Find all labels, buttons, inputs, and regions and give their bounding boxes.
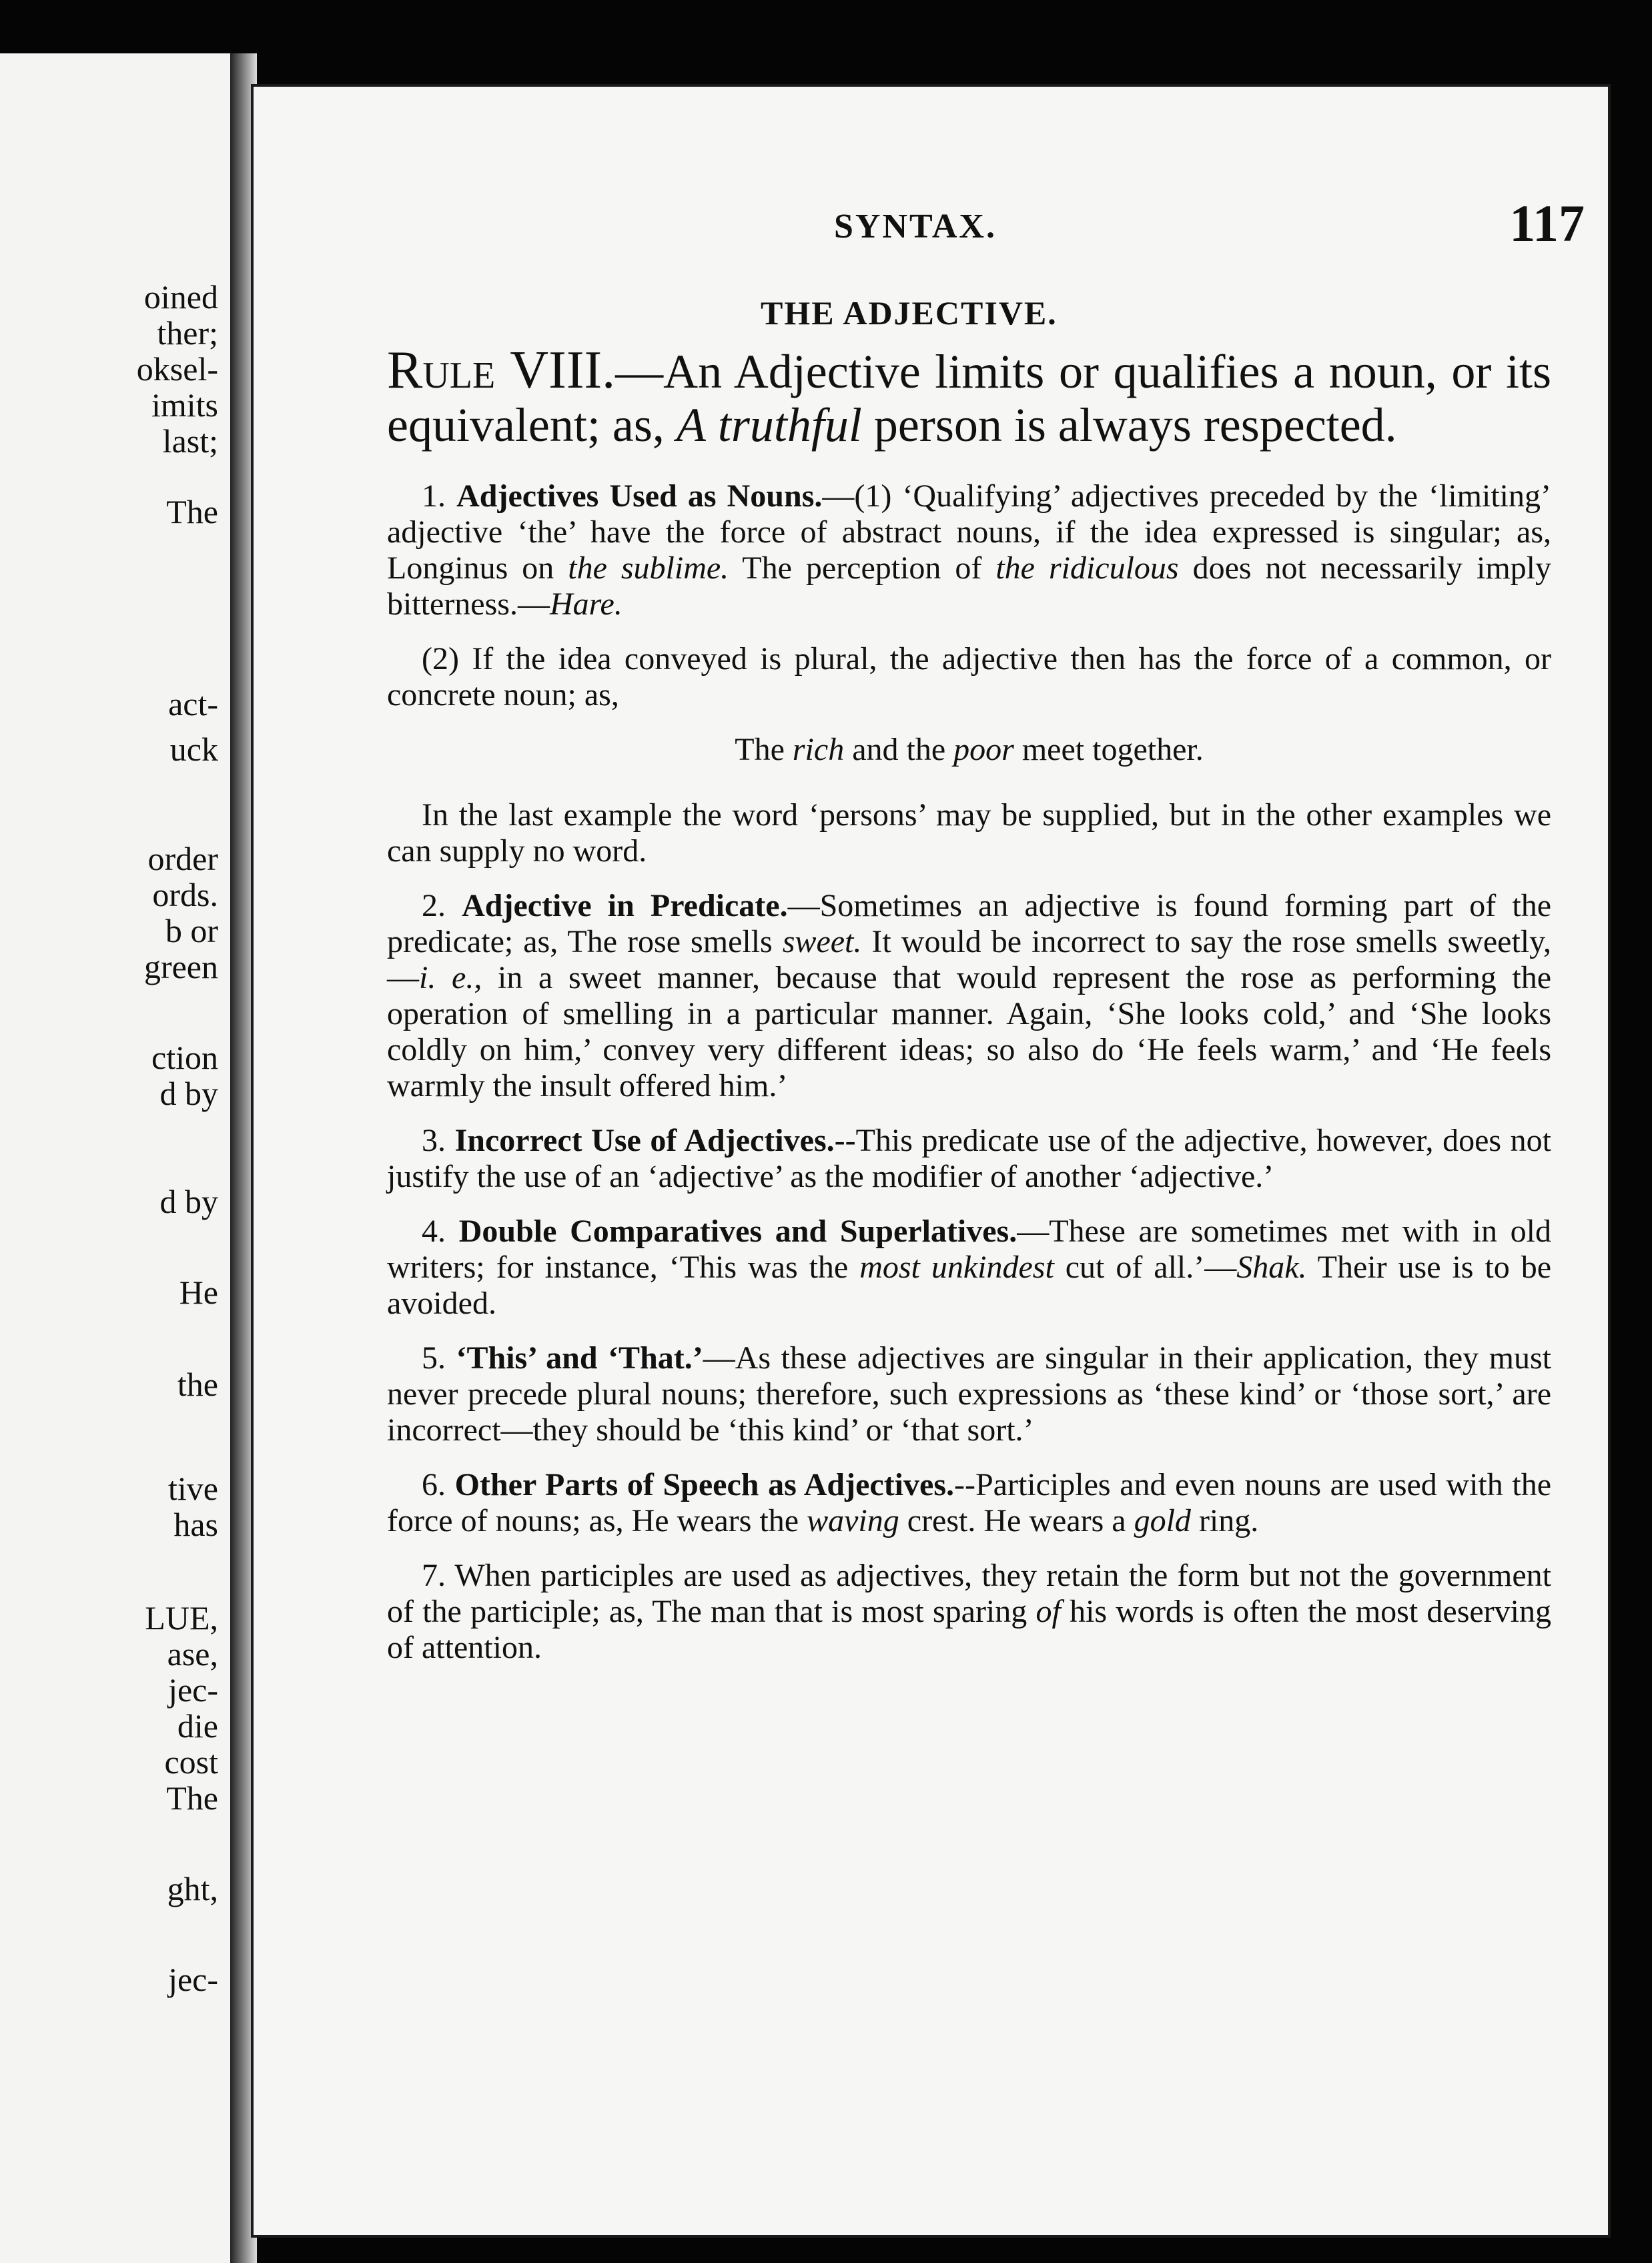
left-page-text-fragment: d by bbox=[159, 1075, 218, 1112]
left-page-text-fragment: imits bbox=[151, 386, 218, 424]
section-number: 4. bbox=[422, 1214, 446, 1249]
left-page-text-fragment: the bbox=[177, 1366, 218, 1403]
paragraph-text: Their use is to be avoided. bbox=[387, 1250, 1552, 1321]
left-page-text-fragment: has bbox=[173, 1506, 218, 1543]
italic-text: most unkindest bbox=[859, 1250, 1054, 1285]
left-page-text-fragment: last; bbox=[162, 422, 218, 460]
left-page-text-fragment: ords. bbox=[152, 876, 218, 913]
left-page-text-fragment: ght, bbox=[167, 1870, 218, 1907]
rule-example-a: A bbox=[676, 398, 706, 452]
section-heading: Other Parts of Speech as Adjectives. bbox=[454, 1467, 954, 1502]
section-number: 2. bbox=[422, 888, 446, 923]
italic-text: of bbox=[1036, 1594, 1061, 1629]
paragraph-3 bbox=[387, 1123, 1551, 1195]
left-page-text-fragment: die bbox=[177, 1707, 218, 1745]
section-number: 1. bbox=[422, 478, 446, 514]
paragraph-text: —Sometimes an adjective is found forming part of the predicate; as, The rose smells bbox=[387, 888, 1552, 959]
rule-text-after: person is always respected. bbox=[861, 398, 1397, 452]
italic-text: Hare. bbox=[549, 586, 623, 622]
paragraph-text: When participles are used as adjectives, they retain the form but not the government of the participle; as, The man that is most sparing bbox=[387, 1558, 1551, 1629]
left-page-text-fragment: LUE, bbox=[145, 1599, 218, 1637]
paragraph-text: It would be incorrect to say the rose smells sweetly,— bbox=[387, 924, 1551, 995]
paragraph-text: The perception of bbox=[729, 550, 996, 586]
page-content bbox=[387, 341, 1552, 1685]
section-heading: ‘This’ and ‘That.’ bbox=[456, 1340, 703, 1376]
paragraph-text: --Participles and even nouns are used with the force of nouns; as, He wears the bbox=[387, 1467, 1552, 1538]
left-page-text-fragment: ction bbox=[151, 1039, 218, 1076]
left-page-text-fragment: oksel- bbox=[136, 350, 218, 388]
left-page-text-fragment: oined bbox=[143, 278, 218, 316]
rule-label: Rule VIII. bbox=[387, 341, 616, 400]
section-heading: Adjectives Used as Nouns. bbox=[456, 478, 823, 514]
paragraph-text: ring. bbox=[1190, 1503, 1259, 1538]
section-heading: Double Comparatives and Superlatives. bbox=[458, 1214, 1017, 1249]
left-page-fragment bbox=[0, 53, 233, 2263]
italic-text: sweet. bbox=[782, 924, 862, 959]
left-page-text-fragment: jec- bbox=[168, 1961, 218, 1998]
book-gutter bbox=[230, 53, 257, 2263]
paragraph-4 bbox=[387, 1214, 1551, 1322]
left-page-text-fragment: b or bbox=[165, 912, 218, 949]
paragraph-text: does not necessarily imply bitterness.— bbox=[387, 550, 1552, 622]
paragraph-1-3: In the last example the word ‘persons’ may be supplied, but in the other examples we can supply no word. bbox=[387, 797, 1551, 869]
italic-text: the ridiculous bbox=[995, 550, 1179, 586]
running-head: SYNTAX. bbox=[834, 207, 997, 246]
left-page-text-fragment: He bbox=[179, 1274, 218, 1311]
italic-text: the sublime. bbox=[568, 550, 729, 586]
left-page-text-fragment: green bbox=[143, 948, 218, 985]
paragraph-2 bbox=[387, 888, 1551, 1104]
paragraph-text: —(1) ‘Qualifying’ adjectives preceded by the ‘limiting’ adjective ‘the’ have the force of abstract nouns, if the idea expressed is singular; as, Longinus on bbox=[387, 478, 1552, 586]
left-page-text-fragment: order bbox=[147, 840, 218, 877]
section-heading: Adjective in Predicate. bbox=[462, 888, 788, 923]
paragraph-7 bbox=[387, 1558, 1551, 1666]
section-number: 7. bbox=[422, 1558, 446, 1593]
section-heading: Incorrect Use of Adjectives. bbox=[454, 1123, 835, 1158]
left-page-text-fragment: cost bbox=[164, 1743, 218, 1781]
paragraph-text: crest. He wears a bbox=[899, 1503, 1134, 1538]
left-page-text-fragment: tive bbox=[168, 1470, 218, 1507]
paragraph-1-2: (2) If the idea conveyed is plural, the adjective then has the force of a common, or concrete noun; as, bbox=[387, 641, 1551, 713]
paragraph-text: —As these adjectives are singular in their application, they must never precede plural nouns; therefore, such expressions as ‘these kind’ or ‘those sort,’ are incorrect—they should be ‘this kind’ or ‘that sort.’ bbox=[387, 1340, 1552, 1448]
section-number: 5. bbox=[422, 1340, 446, 1376]
italic-text: poor bbox=[953, 732, 1014, 767]
book-page bbox=[254, 87, 1608, 2235]
example-text: and the bbox=[844, 732, 954, 767]
paragraph-text: --This predicate use of the adjective, however, does not justify the use of an ‘adjective’ as the modifier of another ‘adjective.’ bbox=[387, 1123, 1552, 1194]
left-page-text-fragment: ther; bbox=[157, 314, 218, 352]
paragraph-text: —These are sometimes met with in old writers; for instance, ‘This was the bbox=[387, 1214, 1552, 1285]
left-page-text-fragment: act- bbox=[168, 685, 218, 723]
page-number: 117 bbox=[1509, 194, 1585, 252]
paragraph-5 bbox=[387, 1340, 1551, 1448]
left-page-text-fragment: uck bbox=[169, 731, 218, 768]
left-page-text-fragment: The bbox=[166, 1779, 218, 1817]
left-page-text-fragment: The bbox=[166, 493, 218, 530]
paragraph-1 bbox=[387, 478, 1551, 622]
italic-text: gold bbox=[1134, 1503, 1191, 1538]
section-number: 6. bbox=[422, 1467, 446, 1502]
italic-text: rich bbox=[792, 732, 845, 767]
italic-text: i. e., bbox=[419, 960, 482, 995]
paragraph-6 bbox=[387, 1467, 1551, 1539]
left-page-text-fragment: d by bbox=[159, 1183, 218, 1220]
paragraph-text: in a sweet manner, because that would represent the rose as performing the operation of smelling in a particular manner. Again, ‘She looks cold,’ and ‘She looks coldly on him,’ convey very different ideas; so also do ‘He feels warm,’ and ‘He feels warmly the insult offered him.’ bbox=[387, 960, 1552, 1103]
rule-text: —An Adjective limits or qualifies a noun, or its equivalent; as, bbox=[387, 345, 1551, 452]
italic-text: Shak. bbox=[1236, 1250, 1307, 1285]
italic-text: waving bbox=[807, 1503, 899, 1538]
paragraph-text: his words is often the most deserving of attention. bbox=[387, 1594, 1552, 1665]
example-text: meet together. bbox=[1013, 732, 1204, 767]
section-title: THE ADJECTIVE. bbox=[761, 294, 1058, 332]
rule-example-truthful: truthful bbox=[717, 398, 862, 452]
section-number: 3. bbox=[422, 1123, 446, 1158]
example-text: The bbox=[735, 732, 793, 767]
example-line bbox=[387, 732, 1551, 768]
left-page-text-fragment: ase, bbox=[167, 1635, 218, 1673]
left-page-text-fragment: jec- bbox=[168, 1671, 218, 1709]
rule-viii bbox=[387, 341, 1551, 452]
paragraph-text: cut of all.’— bbox=[1054, 1250, 1237, 1285]
